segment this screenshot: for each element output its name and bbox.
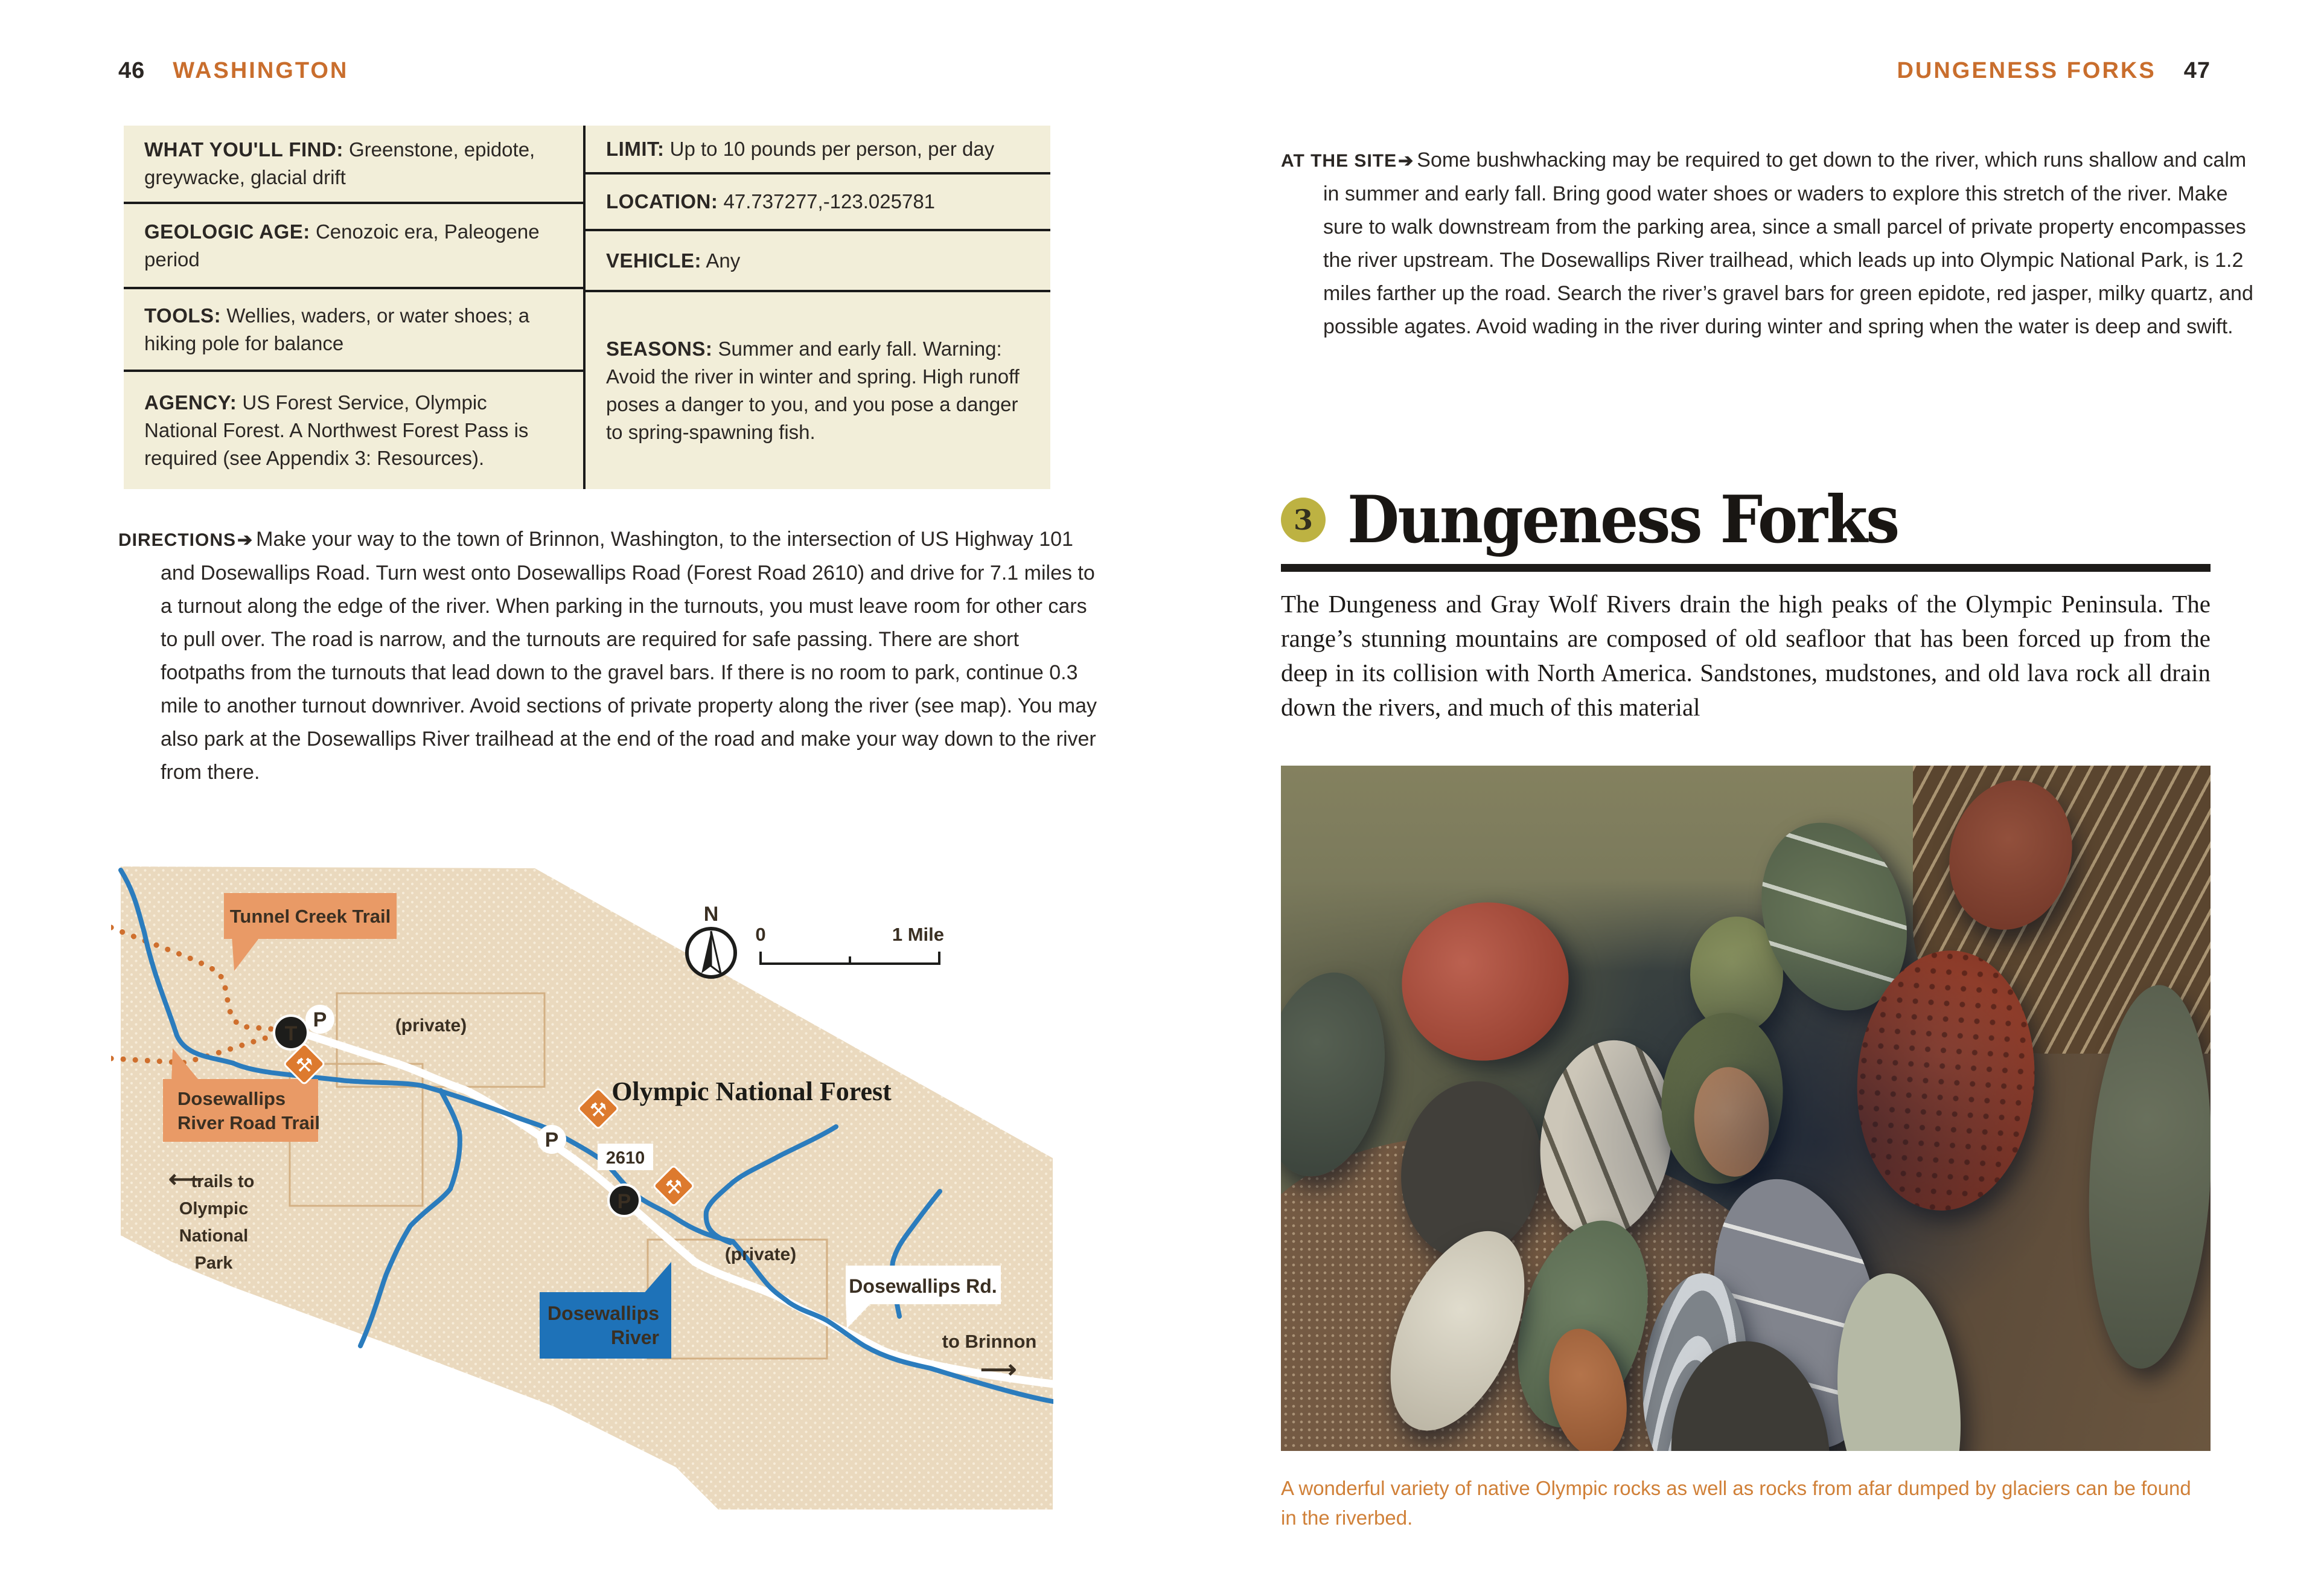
page-number-left: 46 (118, 58, 145, 83)
svg-text:Dosewallips: Dosewallips (177, 1088, 286, 1109)
info-row-tools (124, 289, 583, 372)
running-head-title-left: WASHINGTON (173, 58, 349, 83)
info-row-limit (586, 126, 1050, 175)
info-label: TOOLS: (144, 304, 222, 327)
svg-text:Dosewallips Rd.: Dosewallips Rd. (849, 1275, 997, 1297)
directions-label: DIRECTIONS (118, 530, 237, 550)
svg-text:⚒: ⚒ (665, 1176, 683, 1198)
svg-text:P: P (544, 1129, 559, 1151)
info-label: LIMIT: (606, 137, 665, 160)
section-title: Dungeness Forks (1347, 482, 1898, 558)
photo-caption: A wonderful variety of native Olympic rocks as well as rocks from afar dumped by glaciers can be found in the riverbed. (1281, 1477, 2191, 1529)
directions-paragraph (118, 523, 1097, 789)
svg-text:T: T (284, 1022, 298, 1045)
svg-text:to Brinnon: to Brinnon (942, 1331, 1037, 1352)
svg-text:Tunnel Creek Trail: Tunnel Creek Trail (229, 906, 391, 927)
svg-text:Olympic: Olympic (179, 1199, 249, 1218)
map-label-private-lower: (private) (724, 1244, 797, 1264)
info-label: AGENCY: (144, 391, 237, 414)
info-row-seasons (586, 292, 1050, 489)
info-row-what-youll-find (124, 126, 583, 204)
parking-marker (537, 1125, 566, 1154)
info-value: Any (706, 249, 741, 272)
running-head-title-right: DUNGENESS FORKS (1897, 58, 2156, 83)
info-value: Greenstone, epidote, greywacke, glacial drift (144, 138, 535, 188)
info-value: Cenozoic era, Paleogene period (144, 220, 540, 271)
running-head-right (1897, 58, 2211, 84)
svg-text:P: P (617, 1190, 631, 1213)
arrow-icon: ➔ (237, 530, 253, 550)
svg-text:River: River (610, 1327, 659, 1348)
info-label: GEOLOGIC AGE: (144, 220, 310, 243)
parking-marker (305, 1005, 334, 1034)
info-row-geologic-age (124, 204, 583, 289)
svg-text:⚒: ⚒ (589, 1099, 607, 1121)
scale-bar (755, 924, 944, 964)
running-head-left (118, 58, 348, 84)
site-info-table (124, 126, 1050, 489)
svg-text:Dosewallips: Dosewallips (547, 1302, 659, 1324)
svg-text:0: 0 (755, 924, 766, 945)
info-label: SEASONS: (606, 338, 713, 360)
at-the-site-label: AT THE SITE (1281, 151, 1397, 171)
svg-text:⚒: ⚒ (295, 1054, 313, 1076)
svg-text:P: P (313, 1008, 327, 1031)
info-row-vehicle (586, 231, 1050, 292)
svg-text:National: National (179, 1226, 249, 1246)
info-label: VEHICLE: (606, 249, 702, 272)
info-row-location (586, 175, 1050, 231)
svg-text:2610: 2610 (605, 1148, 645, 1168)
info-value: 47.737277,-123.025781 (723, 190, 936, 213)
info-value: Wellies, waders, or water shoes; a hiking pole for balance (144, 304, 530, 354)
map-label-private-upper: (private) (395, 1016, 467, 1036)
arrow-icon: ➔ (1398, 151, 1414, 171)
info-table-left-column (124, 126, 583, 489)
parking-marker-black (608, 1185, 640, 1216)
svg-text:River Road Trail: River Road Trail (177, 1112, 321, 1133)
info-value: Summer and early fall. Warning: Avoid the river in winter and spring. High runoff poses a danger to you, and you pose a danger to spring-spawning fish. (606, 338, 1020, 443)
map-road-number-2610 (598, 1144, 653, 1170)
info-table-right-column (586, 126, 1050, 489)
riverbed-photo (1281, 766, 2211, 1451)
info-label: LOCATION: (606, 190, 718, 213)
map-label-olympic-national-forest: Olympic National Forest (611, 1077, 892, 1106)
svg-text:trails to: trails to (191, 1172, 255, 1191)
section-heading (1281, 482, 2211, 558)
svg-text:Park: Park (194, 1254, 233, 1273)
compass-icon (687, 903, 735, 977)
info-label: WHAT YOU'LL FIND: (144, 138, 343, 161)
svg-text:1 Mile: 1 Mile (892, 924, 944, 945)
at-the-site-paragraph (1281, 144, 2256, 344)
at-the-site-text: Some bushwhacking may be required to get down to the river, which runs shallow and calm in summer and early fall. Bring good water shoes or waders to explore this stretch of the river. Make sure to walk downstream from the parking area, since a small parcel of private property encompasses the river upstream. The Dosewallips River trailhead, which leads up into Olympic National Park, is 1.2 miles farther up the road. Search the river’s gravel bars for green epidote, red jasper, milky quartz, and possible agates. Avoid wading in the river during winter and spring when the water is deep and swift. (1323, 149, 2253, 338)
directions-text: Make your way to the town of Brinnon, Washington, to the intersection of US Highway 101 and Dosewallips Road. Turn west onto Dosewallips Road (Forest Road 2610) and drive for 7.1 miles to a turnout along the edge of the river. When parking in the turnouts, you must leave room for other cars to pull over. The road is narrow, and the turnouts are required for safe passing. There are short footpaths from the turnouts that lead down to the gravel bars. If there is no room to park, continue 0.3 mile to another turnout downriver. Avoid sections of private property along the river (see map). You may also park at the Dosewallips River trailhead at the end of the road and make your way down to the river from there. (161, 528, 1097, 784)
heading-rule (1281, 564, 2211, 572)
info-value: Up to 10 pounds per person, per day (669, 137, 995, 160)
site-number-badge: 3 (1281, 498, 1326, 542)
intro-paragraph: The Dungeness and Gray Wolf Rivers drain the high peaks of the Olympic Peninsula. The range’s stunning mountains are composed of old seafloor that has been forced up from the deep in its collision with North America. Sandstones, mudstones, and old lava rock all drain down the rivers, and much of this material (1281, 590, 2211, 721)
svg-text:N: N (703, 903, 719, 926)
info-row-agency (124, 372, 583, 489)
svg-text:⟶: ⟶ (980, 1355, 1017, 1383)
page-number-right: 47 (2183, 58, 2211, 83)
svg-text:⟵: ⟵ (168, 1166, 203, 1193)
site-map (111, 845, 1053, 1516)
info-value: US Forest Service, Olympic National Forest. A Northwest Forest Pass is required (see Appendix 3: Resources). (144, 391, 529, 469)
